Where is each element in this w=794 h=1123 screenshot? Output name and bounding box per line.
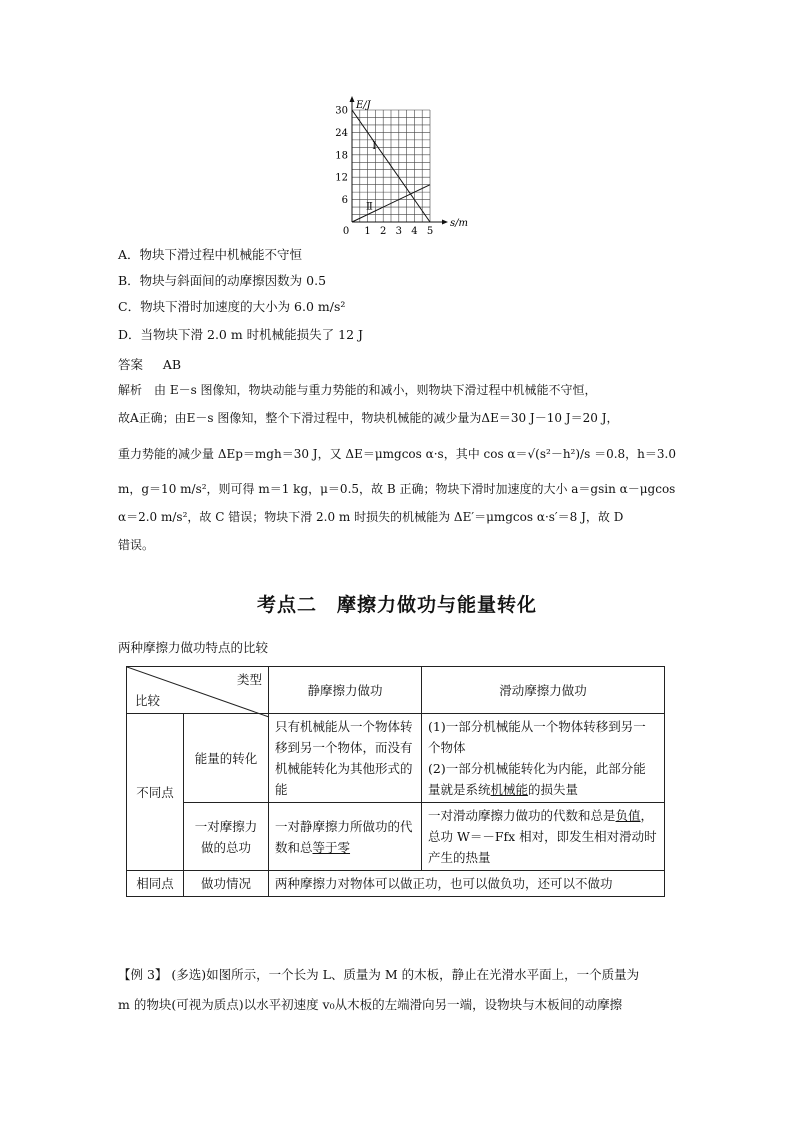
x-tick-label: 0 — [342, 226, 350, 237]
option-d: D．当物块下滑 2.0 m 时机械能损失了 12 J — [118, 327, 364, 342]
header-sliding-friction: 滑动摩擦力做功 — [422, 667, 665, 714]
row-work-label: 一对摩擦力做的总功 — [184, 803, 269, 871]
example-line-1: 【例 3】 (多选)如图所示，一个长为 L、质量为 M 的木板，静止在光滑水平面上，一个质量为 — [118, 967, 640, 982]
table-row-same — [127, 871, 665, 897]
energy-displacement-chart — [330, 92, 466, 240]
table-row-energy — [127, 714, 665, 803]
analysis-line-1: 解析 由 E－s 图像知，物块动能与重力势能的和减小，则物块下滑过程中机械能不守恒， — [118, 383, 597, 397]
analysis-line-6: 错误。 — [118, 538, 155, 552]
row-energy-sliding-1: (1)一部分机械能从一个物体转移到另一个物体 — [428, 719, 646, 755]
option-b: B．物块与斜面间的动摩擦因数为 0.5 — [118, 273, 327, 288]
row-work-sliding: 一对滑动摩擦力做功的代数和总是负值，总功 W＝－Ffx 相对，即发生相对滑动时产生的热量 — [422, 803, 665, 871]
x-axis-label: s/m — [450, 218, 468, 229]
y-tick-label: 12 — [335, 172, 348, 184]
y-tick-label: 18 — [335, 150, 348, 162]
y-axis-label: E/J — [356, 100, 371, 111]
answer-line — [118, 355, 181, 373]
row-energy-label: 能量的转化 — [184, 714, 269, 803]
analysis-line-2: 故A正确；由E－s 图像知，整个下滑过程中，物块机械能的减少量为ΔE＝30 J－10 J＝20 J， — [118, 411, 619, 425]
x-tick-label: 3 — [395, 226, 402, 237]
row-work-static: 一对静摩擦力所做功的代数和总等于零 — [269, 803, 422, 871]
x-tick-label: 5 — [426, 226, 434, 237]
series-label-1: Ⅰ — [372, 141, 377, 153]
row-same-label: 做功情况 — [184, 871, 269, 897]
answer-value: AB — [162, 357, 182, 372]
option-a: A．物块下滑过程中机械能不守恒 — [118, 247, 303, 262]
section-title: 考点二 摩擦力做功与能量转化 — [256, 594, 537, 616]
diagonal-header-cell — [127, 667, 269, 714]
row-energy-sliding-2: (2)一部分机械能转化为内能，此部分能量就是系统机械能的损失量 — [428, 761, 646, 797]
x-tick-label: 2 — [380, 226, 387, 237]
header-type: 类型 — [236, 672, 262, 687]
option-c: C．物块下滑时加速度的大小为 6.0 m/s² — [118, 299, 346, 314]
y-tick-label: 30 — [335, 105, 348, 117]
header-compare: 比较 — [135, 693, 161, 708]
comparison-table — [126, 666, 665, 897]
x-tick-label: 4 — [411, 226, 418, 237]
row-energy-sliding — [422, 714, 665, 803]
example-line-2: m 的物块(可视为质点)以水平初速度 v₀从木板的左端滑向另一端，设物块与木板间的动摩擦 — [118, 997, 623, 1012]
analysis-line-4: m，g＝10 m/s²，则可得 m＝1 kg，μ＝0.5，故 B 正确；物块下滑时加速度的大小 a＝gsin α－μgcos — [118, 482, 676, 496]
row-same-text: 两种摩擦力对物体可以做正功，也可以做负功，还可以不做功 — [269, 871, 665, 897]
row-energy-static: 只有机械能从一个物体转移到另一个物体，而没有机械能转化为其他形式的能 — [269, 714, 422, 803]
series-label-2: Ⅱ — [366, 201, 373, 213]
x-axis-arrow — [442, 220, 448, 225]
analysis-line-5: α＝2.0 m/s²，故 C 错误；物块下滑 2.0 m 时损失的机械能为 ΔE′＝μmgcos α·s′＝8 J，故 D — [118, 510, 624, 524]
x-tick-label: 1 — [364, 226, 371, 237]
y-axis-arrow — [350, 96, 355, 102]
table-intro: 两种摩擦力做功特点的比较 — [118, 640, 269, 655]
y-tick-label: 6 — [341, 195, 348, 207]
table-header-row — [127, 667, 665, 714]
answer-label: 答案 — [118, 357, 144, 372]
diff-label: 不同点 — [127, 714, 184, 871]
analysis-line-3: 重力势能的减少量 ΔEp＝mgh＝30 J，又 ΔE＝μmgcos α·s，其中 cos α＝√(s²－h²)/s ＝0.8，h＝3.0 — [118, 447, 676, 461]
chart-labels — [335, 100, 468, 237]
y-tick-label: 24 — [335, 127, 348, 139]
table-row-total-work — [127, 803, 665, 871]
same-label: 相同点 — [127, 871, 184, 897]
header-static-friction: 静摩擦力做功 — [269, 667, 422, 714]
